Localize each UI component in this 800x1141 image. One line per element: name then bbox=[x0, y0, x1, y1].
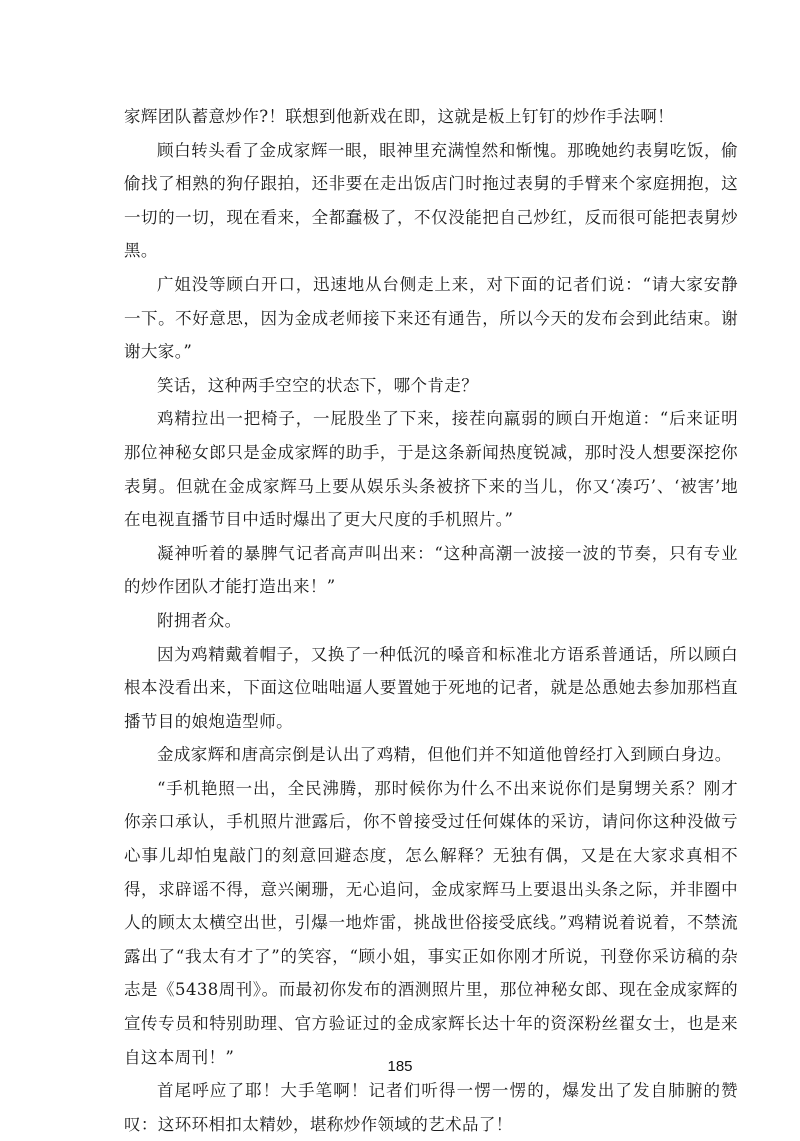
paragraph: 凝神听着的暴脾气记者高声叫出来：“这种高潮一波接一波的节奏，只有专业的炒作团队才能打造出来！” bbox=[124, 543, 738, 597]
paragraph: 附拥者众。 bbox=[157, 610, 242, 630]
paragraph: 鸡精拉出一把椅子，一屁股坐了下来，接茬向羸弱的顾白开炮道：“后来证明那位神秘女郎只是金成家辉的助手，于是这条新闻热度锐减，那时没人想要深挖你表舅。但就在金成家辉马上要从娱乐头条被挤下来的当儿，你又‘凑巧’、‘被害’地在电视直播节目中适时爆出了更大尺度的手机照片。” bbox=[124, 409, 738, 530]
paragraph: 因为鸡精戴着帽子，又换了一种低沉的嗓音和标准北方语系普通话，所以顾白根本没看出来，下面这位咄咄逼人要置她于死地的记者，就是怂恿她去参加那档直播节目的娘炮造型师。 bbox=[124, 644, 738, 731]
body-text bbox=[124, 100, 738, 1141]
paragraph: 广姐没等顾白开口，迅速地从台侧走上来，对下面的记者们说：“请大家安静一下。不好意思，因为金成老师接下来还有通告，所以今天的发布会到此结束。谢谢大家。” bbox=[124, 274, 738, 362]
paragraph: “手机艳照一出，全民沸腾，那时候你为什么不出来说你们是舅甥关系？刚才你亲口承认，手机照片泄露后，你不曾接受过任何媒体的采访，请问你这种没做亏心事儿却怕鬼敲门的刻意回避态度，怎么解释？无独有偶，又是在大家求真相不得，求辟谣不得，意兴阑珊，无心追问，金成家辉马上要退出头条之际，并非圈中人的顾太太横空出世，引爆一地炸雷，挑战世俗接受底线。”鸡精说着说着，不禁流露出了“我太有才了”的笑容，“顾小姐，事实正如你刚才所说，刊登你采访稿的杂志是《5438周刊》。而最初你发布的酒测照片里，那位神秘女郎、现在金成家辉的宣传专员和特别助理、官方验证过的金成家辉长达十年的资深粉丝翟女士，也是来自这本周刊！” bbox=[124, 778, 738, 1067]
paragraph: 笑话，这种两手空空的状态下，哪个肯走？ bbox=[157, 375, 479, 395]
paragraph: 顾白转头看了金成家辉一眼，眼神里充满惶然和惭愧。那晚她约表舅吃饭，偷偷找了相熟的狗仔跟拍，还非要在走出饭店门时拖过表舅的手臂来个家庭拥抱，这一切的一切，现在看来，全都蠢极了，不仅没能把自己炒红，反而很可能把表舅炒黑。 bbox=[124, 140, 738, 261]
paragraph-continued: 家辉团队蓄意炒作?！联想到他新戏在即，这就是板上钉钉的炒作手法啊！ bbox=[124, 107, 675, 126]
paragraph: 首尾呼应了耶！大手笔啊！记者们听得一愣一愣的，爆发出了发自肺腑的赞叹：这环环相扣太精妙，堪称炒作领域的艺术品了！ bbox=[124, 1081, 738, 1134]
paragraph: 金成家辉和唐高宗倒是认出了鸡精，但他们并不知道他曾经打入到顾白身边。 bbox=[157, 745, 732, 765]
page-number: 185 bbox=[387, 1058, 413, 1075]
